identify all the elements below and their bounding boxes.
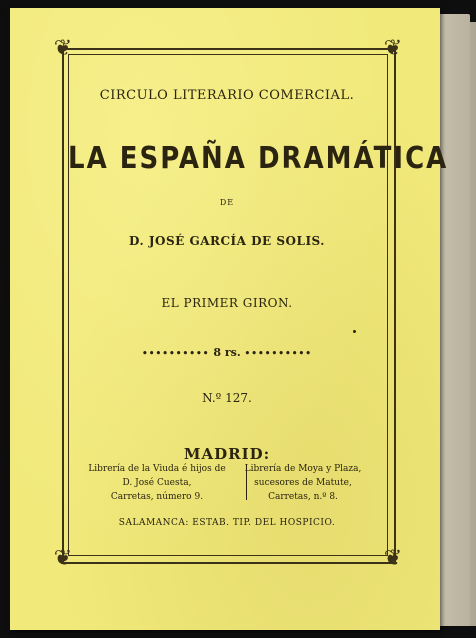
issue-number: N.º 127.	[202, 391, 252, 405]
ornament-corner-icon: ❦	[383, 36, 403, 61]
publisher-name: D. JOSÉ GARCÍA DE SOLIS.	[129, 234, 325, 248]
printer-imprint: SALAMANCA: ESTAB. TIP. DEL HOSPICIO.	[118, 518, 336, 528]
right-bookshop	[228, 462, 378, 504]
cover-page	[10, 8, 449, 630]
right-bookshop-line: Carretas, n.º 8.	[268, 492, 338, 502]
city: MADRID:	[183, 445, 271, 463]
price-dots-right: ••••••••••	[244, 349, 313, 359]
left-bookshop-line: Carretas, número 9.	[110, 492, 204, 502]
left-bookshop-line: Librería de la Viuda é hijos de	[88, 464, 226, 474]
price-dots-left: ••••••••••	[141, 349, 210, 359]
left-bookshop-line: D. José Cuesta,	[122, 478, 192, 488]
ornament-corner-icon: ❦	[53, 36, 73, 61]
collection-title: LA ESPAÑA DRAMÁTICA	[68, 141, 449, 177]
ornament-corner-icon: ❦	[383, 546, 403, 571]
right-bookshop-line: Librería de Moya y Plaza,	[244, 464, 362, 474]
ink-spot	[353, 330, 356, 333]
price-line	[68, 346, 386, 359]
play-title: EL PRIMER GIRON.	[161, 296, 293, 310]
left-bookshop	[82, 462, 232, 504]
right-bookshop-line: sucesores de Matute,	[254, 478, 352, 488]
price: 8 rs.	[213, 346, 241, 359]
ornament-corner-icon: ❦	[53, 546, 73, 571]
by-label: DE	[219, 198, 235, 207]
society-name: CIRCULO LITERARIO COMERCIAL.	[99, 88, 355, 103]
